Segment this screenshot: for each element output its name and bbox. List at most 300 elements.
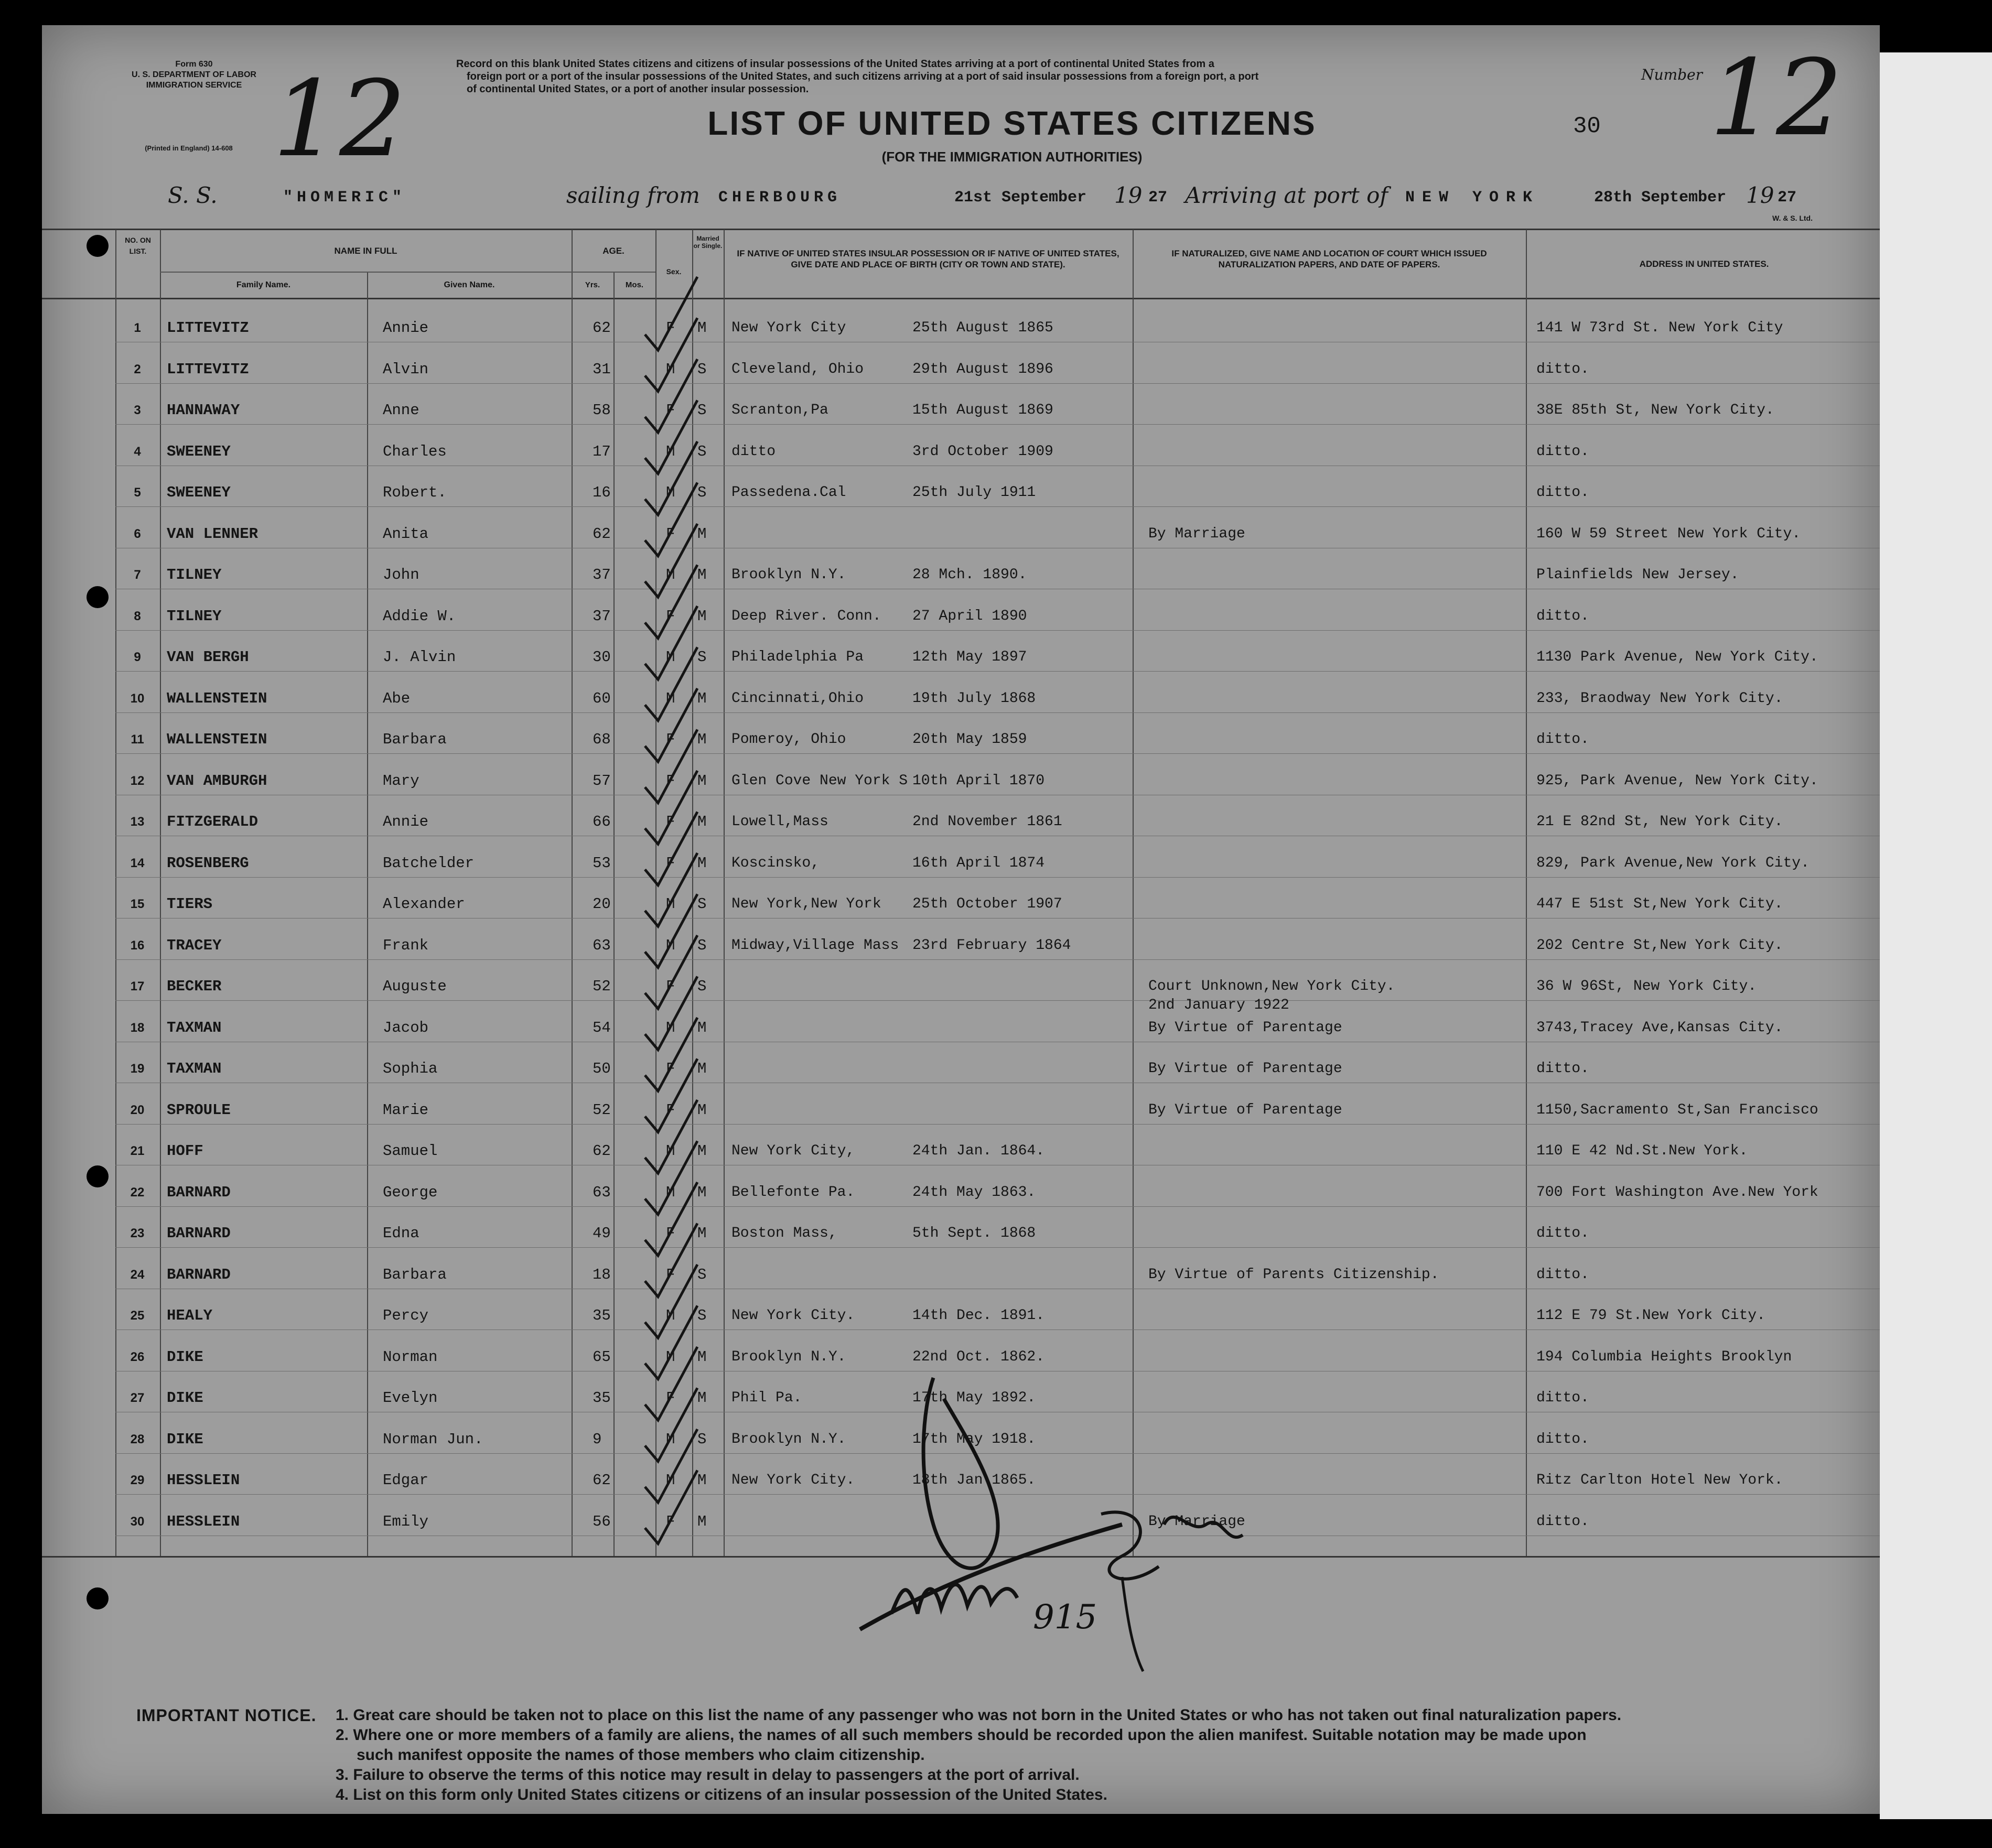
- family-name: LITTEVITZ: [167, 361, 249, 378]
- family-name: TAXMAN: [167, 1019, 222, 1036]
- marital-status: M: [697, 855, 707, 872]
- given-name: Abe: [383, 690, 411, 707]
- sex: M: [666, 1184, 675, 1201]
- row-number: 16: [130, 938, 145, 953]
- check-mark: [645, 853, 697, 926]
- row-number: 29: [130, 1473, 145, 1487]
- row-number: 23: [130, 1226, 145, 1240]
- family-name: SWEENEY: [167, 443, 231, 460]
- marital-status: S: [697, 1431, 707, 1448]
- number-label: Number: [1641, 66, 1703, 83]
- us-address: 1130 Park Avenue, New York City.: [1536, 649, 1818, 665]
- ss-label: S. S.: [168, 182, 218, 208]
- given-name: Annie: [383, 319, 429, 337]
- us-address: 233, Braodway New York City.: [1536, 690, 1783, 707]
- scanner-background-strip: [1880, 52, 1992, 1819]
- record-instructions: [456, 58, 1568, 95]
- birth-place: ditto: [731, 444, 776, 460]
- department: U. S. DEPARTMENT OF LABOR: [132, 70, 256, 79]
- sex: F: [666, 319, 675, 337]
- marital-status: M: [697, 690, 707, 707]
- row-rule: [115, 1124, 1880, 1125]
- sex: M: [666, 1019, 675, 1036]
- notice-item: 4. List on this form only United States citizens or citizens of an insular possession of the United States.: [336, 1786, 1107, 1803]
- family-name: VAN LENNER: [167, 525, 259, 543]
- check-mark: [645, 1265, 697, 1338]
- check-mark: [645, 606, 697, 679]
- birth-date: 20th May 1859: [912, 731, 1027, 748]
- marital-status: M: [697, 1060, 707, 1077]
- marital-status: S: [697, 361, 707, 378]
- col-header-mos: Mos.: [625, 280, 644, 289]
- sex: F: [666, 1101, 675, 1119]
- column-divider: [160, 230, 161, 1556]
- col-header-name-in-full: NAME IN FULL: [334, 246, 397, 256]
- birth-date: 25th August 1865: [912, 320, 1053, 336]
- row-number: 1: [134, 321, 141, 335]
- age-years: 37: [593, 566, 611, 583]
- sex: M: [666, 361, 675, 378]
- birth-date: 5th Sept. 1868: [912, 1225, 1036, 1241]
- port-from: CHERBOURG: [718, 189, 842, 207]
- age-years: 35: [593, 1389, 611, 1407]
- given-name: Sophia: [383, 1060, 438, 1077]
- check-mark: [645, 1018, 697, 1091]
- check-mark: [645, 688, 697, 762]
- birth-date: 17th May 1892.: [912, 1390, 1036, 1406]
- check-mark: [645, 1471, 697, 1544]
- sex: M: [666, 1472, 675, 1489]
- given-name: Annie: [383, 813, 429, 830]
- birth-place: Cleveland, Ohio: [731, 361, 864, 377]
- birth-date: 19th July 1868: [912, 690, 1036, 707]
- age-years: 17: [593, 443, 611, 460]
- age-years: 20: [593, 895, 611, 913]
- us-address: 36 W 96St, New York City.: [1536, 978, 1757, 995]
- given-name: Batchelder: [383, 855, 475, 872]
- birth-date: 24th May 1863.: [912, 1184, 1036, 1201]
- us-address: ditto.: [1536, 1431, 1589, 1447]
- table-top-border: [42, 229, 1880, 230]
- row-number: 8: [134, 609, 141, 623]
- marital-status: S: [697, 1307, 707, 1324]
- sex: F: [666, 1266, 675, 1283]
- family-name: SWEENEY: [167, 484, 231, 501]
- naturalization-info: By Virtue of Parentage: [1148, 1020, 1342, 1036]
- family-name: TILNEY: [167, 608, 222, 625]
- given-name: Emily: [383, 1513, 429, 1530]
- form-id-block: [126, 59, 262, 91]
- row-number: 9: [134, 650, 141, 664]
- marital-status: M: [697, 1101, 707, 1119]
- row-number: 22: [130, 1185, 145, 1199]
- us-address: 1150,Sacramento St,San Francisco: [1536, 1102, 1818, 1118]
- check-mark: [645, 647, 697, 721]
- family-name: BECKER: [167, 978, 222, 995]
- birth-place: Philadelphia Pa: [731, 649, 864, 665]
- us-address: 202 Centre St,New York City.: [1536, 937, 1783, 954]
- marital-status: S: [697, 649, 707, 666]
- age-years: 65: [593, 1348, 611, 1366]
- row-rule: [115, 1000, 1880, 1001]
- row-number: 6: [134, 527, 141, 541]
- age-years: 30: [593, 649, 611, 666]
- marital-status: M: [697, 1142, 707, 1160]
- age-years: 35: [593, 1307, 611, 1324]
- sex: M: [666, 566, 675, 583]
- age-years: 16: [593, 484, 611, 501]
- given-name: Mary: [383, 772, 419, 790]
- us-address: 3743,Tracey Ave,Kansas City.: [1536, 1020, 1783, 1036]
- notice-label: IMPORTANT NOTICE.: [136, 1706, 317, 1725]
- row-number: 27: [130, 1391, 145, 1405]
- row-rule: [115, 1247, 1880, 1248]
- passenger-count: 30: [1573, 113, 1601, 139]
- year-prefix-2: 19: [1746, 182, 1774, 208]
- age-years: 50: [593, 1060, 611, 1077]
- check-mark: [645, 1100, 697, 1173]
- family-name: DIKE: [167, 1389, 203, 1407]
- age-years: 63: [593, 1184, 611, 1201]
- check-mark: [645, 1224, 697, 1297]
- sex: F: [666, 731, 675, 748]
- birth-date: 25th July 1911: [912, 484, 1036, 501]
- age-years: 62: [593, 319, 611, 337]
- sex: F: [666, 1060, 675, 1077]
- page-title: LIST OF UNITED STATES CITIZENS: [707, 104, 1317, 142]
- date-from: 21st September: [954, 189, 1087, 207]
- column-divider: [1133, 230, 1134, 1556]
- printed-note: (Printed in England) 14-608: [145, 144, 233, 152]
- col-header-yrs: Yrs.: [585, 280, 600, 289]
- sex: F: [666, 813, 675, 830]
- date-to: 28th September: [1594, 189, 1727, 207]
- family-name: SPROULE: [167, 1101, 231, 1119]
- birth-date: 23rd February 1864: [912, 937, 1071, 954]
- check-mark: [645, 977, 697, 1050]
- col-header-no: NO. ON LIST.: [125, 236, 151, 255]
- col-header-family-name: Family Name.: [236, 280, 291, 289]
- given-name: Edgar: [383, 1472, 429, 1489]
- family-name: HESSLEIN: [167, 1472, 240, 1489]
- row-number: 20: [130, 1103, 145, 1117]
- row-number: 21: [130, 1144, 145, 1158]
- naturalization-info: By Marriage: [1148, 526, 1245, 542]
- age-years: 56: [593, 1513, 611, 1530]
- age-years: 62: [593, 1142, 611, 1160]
- given-name: Samuel: [383, 1142, 438, 1160]
- family-name: VAN BERGH: [167, 649, 249, 666]
- check-mark: [645, 401, 697, 474]
- naturalization-info: By Virtue of Parentage: [1148, 1102, 1342, 1118]
- row-number: 11: [131, 732, 144, 747]
- age-years: 9: [593, 1431, 602, 1448]
- sex: M: [666, 1348, 675, 1366]
- marital-status: M: [697, 566, 707, 583]
- family-name: BARNARD: [167, 1184, 231, 1201]
- check-mark: [645, 483, 697, 556]
- us-address: ditto.: [1536, 731, 1589, 748]
- given-name: Edna: [383, 1225, 419, 1242]
- birth-place: Brooklyn N.Y.: [731, 567, 846, 583]
- ship-name: "HOMERIC": [283, 189, 406, 207]
- birth-place: Cincinnati,Ohio: [731, 690, 864, 707]
- header-bottom-border: [42, 298, 1880, 299]
- row-rule: [115, 506, 1880, 507]
- row-number: 25: [130, 1309, 145, 1323]
- row-rule: [115, 959, 1880, 960]
- list-number: 12: [1709, 37, 1843, 159]
- row-rule: [115, 877, 1880, 878]
- birth-date: 18th Jan 1865.: [912, 1472, 1036, 1488]
- naturalization-info: By Marriage: [1148, 1514, 1245, 1530]
- us-address: 829, Park Avenue,New York City.: [1536, 855, 1810, 871]
- marital-status: M: [697, 608, 707, 625]
- age-years: 18: [593, 1266, 611, 1283]
- birth-date: 27 April 1890: [912, 608, 1027, 624]
- age-years: 58: [593, 402, 611, 419]
- sex: F: [666, 525, 675, 543]
- sex: M: [666, 443, 675, 460]
- sex: F: [666, 402, 675, 419]
- marital-status: M: [697, 525, 707, 543]
- row-number: 2: [134, 362, 141, 376]
- us-address: ditto.: [1536, 444, 1589, 460]
- marital-status: S: [697, 443, 707, 460]
- sex: M: [666, 1431, 675, 1448]
- check-mark: [645, 1182, 697, 1256]
- printer-mark: W. & S. Ltd.: [1772, 214, 1813, 222]
- official-signature: [828, 1367, 1300, 1692]
- birth-date: 24th Jan. 1864.: [912, 1143, 1045, 1159]
- marital-status: M: [697, 1184, 707, 1201]
- row-number: 17: [130, 979, 145, 993]
- birth-place: Bellefonte Pa.: [731, 1184, 855, 1201]
- column-divider: [115, 230, 116, 1556]
- handwritten-list-number-left: 12: [273, 58, 406, 180]
- us-address: 925, Park Avenue, New York City.: [1536, 773, 1818, 789]
- check-mark: [645, 524, 697, 597]
- family-name: VAN AMBURGH: [167, 772, 267, 790]
- naturalization-info: By Virtue of Parentage: [1148, 1061, 1342, 1077]
- marital-status: M: [697, 1389, 707, 1407]
- sex: M: [666, 1142, 675, 1160]
- us-address: 38E 85th St, New York City.: [1536, 402, 1774, 418]
- row-number: 18: [130, 1021, 145, 1035]
- check-mark: [645, 812, 697, 885]
- us-address: ditto.: [1536, 1061, 1589, 1077]
- birth-place: Brooklyn N.Y.: [731, 1349, 846, 1365]
- birth-place: Phil Pa.: [731, 1390, 802, 1406]
- age-years: 49: [593, 1225, 611, 1242]
- birth-place: New York City: [731, 320, 846, 336]
- age-years: 52: [593, 978, 611, 995]
- birth-date: 16th April 1874: [912, 855, 1045, 871]
- given-name: Barbara: [383, 1266, 447, 1283]
- given-name: Charles: [383, 443, 447, 460]
- us-address: ditto.: [1536, 1390, 1589, 1406]
- row-number: 12: [130, 774, 145, 788]
- col-header-naturalization: IF NATURALIZED, GIVE NAME AND LOCATION OF COURT WHICH ISSUED NATURALIZATION PAPERS, AND DATE OF PAPERS.: [1171, 248, 1487, 269]
- us-address: ditto.: [1536, 484, 1589, 501]
- given-name: John: [383, 566, 419, 583]
- age-years: 57: [593, 772, 611, 790]
- family-name: TIERS: [167, 895, 213, 913]
- marital-status: M: [697, 813, 707, 830]
- family-name: TAXMAN: [167, 1060, 222, 1077]
- check-mark: [645, 894, 697, 968]
- family-name: WALLENSTEIN: [167, 690, 267, 707]
- year-suffix-2: 27: [1778, 189, 1797, 207]
- marital-status: M: [697, 1348, 707, 1366]
- birth-place: Koscinsko,: [731, 855, 820, 871]
- record-line-1: Record on this blank United States citizens and citizens of insular possessions of the United States arriving at a port of continental United States from a: [456, 58, 1214, 70]
- service: IMMIGRATION SERVICE: [146, 81, 242, 90]
- us-address: ditto.: [1536, 1514, 1589, 1530]
- marital-status: M: [697, 1472, 707, 1489]
- check-mark: [645, 359, 697, 433]
- marital-status: S: [697, 978, 707, 995]
- given-name: Barbara: [383, 731, 447, 748]
- marital-status: S: [697, 402, 707, 419]
- family-name: WALLENSTEIN: [167, 731, 267, 748]
- col-header-sex: Sex.: [666, 267, 682, 276]
- punch-hole: [87, 235, 109, 257]
- form-id: Form 630: [175, 60, 213, 69]
- given-name: Evelyn: [383, 1389, 438, 1407]
- row-number: 5: [134, 485, 141, 500]
- notice-item: 1. Great care should be taken not to place on this list the name of any passenger who was not born in the United States or who has not taken out final naturalization papers.: [336, 1706, 1622, 1724]
- us-address: 700 Fort Washington Ave.New York: [1536, 1184, 1818, 1201]
- family-name: HOFF: [167, 1142, 203, 1160]
- page-subtitle: (FOR THE IMMIGRATION AUTHORITIES): [881, 149, 1143, 165]
- row-number: 19: [130, 1062, 145, 1076]
- check-mark: [645, 935, 697, 1009]
- family-name: DIKE: [167, 1431, 203, 1448]
- sex: M: [666, 895, 675, 913]
- us-address: 21 E 82nd St, New York City.: [1536, 814, 1783, 830]
- birth-place: Scranton,Pa: [731, 402, 828, 418]
- sex: F: [666, 608, 675, 625]
- marital-status: S: [697, 1266, 707, 1283]
- given-name: Norman: [383, 1348, 438, 1366]
- row-number: 10: [130, 691, 145, 706]
- marital-status: M: [697, 1513, 707, 1530]
- check-mark: [645, 318, 697, 392]
- birth-date: 25th October 1907: [912, 896, 1062, 912]
- birth-place: Boston Mass,: [731, 1225, 837, 1241]
- check-mark: [645, 1388, 697, 1462]
- marital-status: M: [697, 1019, 707, 1036]
- us-address: ditto.: [1536, 1267, 1589, 1283]
- marital-status: S: [697, 895, 707, 913]
- age-years: 53: [593, 855, 611, 872]
- birth-place: New York,New York: [731, 896, 881, 912]
- birth-date: 14th Dec. 1891.: [912, 1307, 1045, 1324]
- check-mark: [645, 1306, 697, 1379]
- sex: F: [666, 1513, 675, 1530]
- given-name: Robert.: [383, 484, 447, 501]
- row-number: 26: [130, 1350, 145, 1364]
- record-line-2: foreign port or a port of the insular possessions of the United States, and such citizens arriving at a port of said insular possessions from a foreign port, a port: [467, 71, 1259, 82]
- us-address: ditto.: [1536, 361, 1589, 377]
- port-to: NEW YORK: [1405, 189, 1540, 207]
- check-mark: [645, 771, 697, 844]
- birth-place: Midway,Village Mass: [731, 937, 899, 954]
- marital-status: M: [697, 319, 707, 337]
- us-address: 141 W 73rd St. New York City: [1536, 320, 1783, 336]
- check-mark: [645, 1347, 697, 1420]
- us-address: 194 Columbia Heights Brooklyn: [1536, 1349, 1792, 1365]
- age-years: 68: [593, 731, 611, 748]
- row-rule: [115, 753, 1880, 754]
- row-number: 4: [134, 445, 141, 459]
- given-name: Anita: [383, 525, 429, 543]
- manifest-page: [42, 25, 1880, 1814]
- row-number: 7: [134, 568, 141, 582]
- family-name: BARNARD: [167, 1225, 231, 1242]
- birth-date: 3rd October 1909: [912, 444, 1053, 460]
- sex: F: [666, 978, 675, 995]
- us-address: Plainfields New Jersey.: [1536, 567, 1739, 583]
- given-name: Alexander: [383, 895, 465, 913]
- sex: M: [666, 937, 675, 954]
- record-line-3: of continental United States, or a port of another insular possession.: [467, 83, 809, 95]
- check-mark: [645, 1141, 697, 1215]
- family-name: ROSENBERG: [167, 855, 249, 872]
- age-years: 60: [593, 690, 611, 707]
- given-name: George: [383, 1184, 438, 1201]
- check-mark: [645, 1059, 697, 1132]
- birth-place: Brooklyn N.Y.: [731, 1431, 846, 1447]
- family-name: HEALY: [167, 1307, 213, 1324]
- naturalization-info: Court Unknown,New York City. 2nd January 1922: [1148, 978, 1395, 1013]
- column-divider: [367, 272, 368, 1556]
- family-name: TILNEY: [167, 566, 222, 583]
- given-name: Alvin: [383, 361, 429, 378]
- family-name: BARNARD: [167, 1266, 231, 1283]
- row-rule: [115, 630, 1880, 631]
- given-name: Frank: [383, 937, 429, 954]
- sex: M: [666, 1307, 675, 1324]
- row-rule: [115, 712, 1880, 713]
- birth-place: New York City.: [731, 1307, 855, 1324]
- age-years: 37: [593, 608, 611, 625]
- us-address: 447 E 51st St,New York City.: [1536, 896, 1783, 912]
- arriving-label: Arriving at port of: [1185, 182, 1388, 208]
- sex: F: [666, 1225, 675, 1242]
- row-number: 24: [130, 1268, 145, 1282]
- sailing-label: sailing from: [566, 182, 700, 208]
- given-name: Anne: [383, 402, 419, 419]
- notice-item: 3. Failure to observe the terms of this notice may result in delay to passengers at the port of arrival.: [336, 1766, 1080, 1784]
- year-suffix-1: 27: [1148, 189, 1168, 207]
- row-rule: [115, 1206, 1880, 1207]
- birth-date: 10th April 1870: [912, 773, 1045, 789]
- marital-status: M: [697, 731, 707, 748]
- age-years: 62: [593, 525, 611, 543]
- age-years: 63: [593, 937, 611, 954]
- check-mark: [645, 730, 697, 803]
- family-name: TRACEY: [167, 937, 222, 954]
- col-header-birth-place: IF NATIVE OF UNITED STATES INSULAR POSSESSION OR IF NATIVE OF UNITED STATES, GIVE DATE AND PLACE OF BIRTH (CITY OR TOWN AND STATE).: [737, 248, 1119, 269]
- row-number: 13: [130, 815, 145, 829]
- row-rule: [115, 424, 1880, 425]
- row-number: 14: [130, 856, 145, 870]
- birth-place: Deep River. Conn.: [731, 608, 881, 624]
- birth-date: 15th August 1869: [912, 402, 1053, 418]
- age-years: 31: [593, 361, 611, 378]
